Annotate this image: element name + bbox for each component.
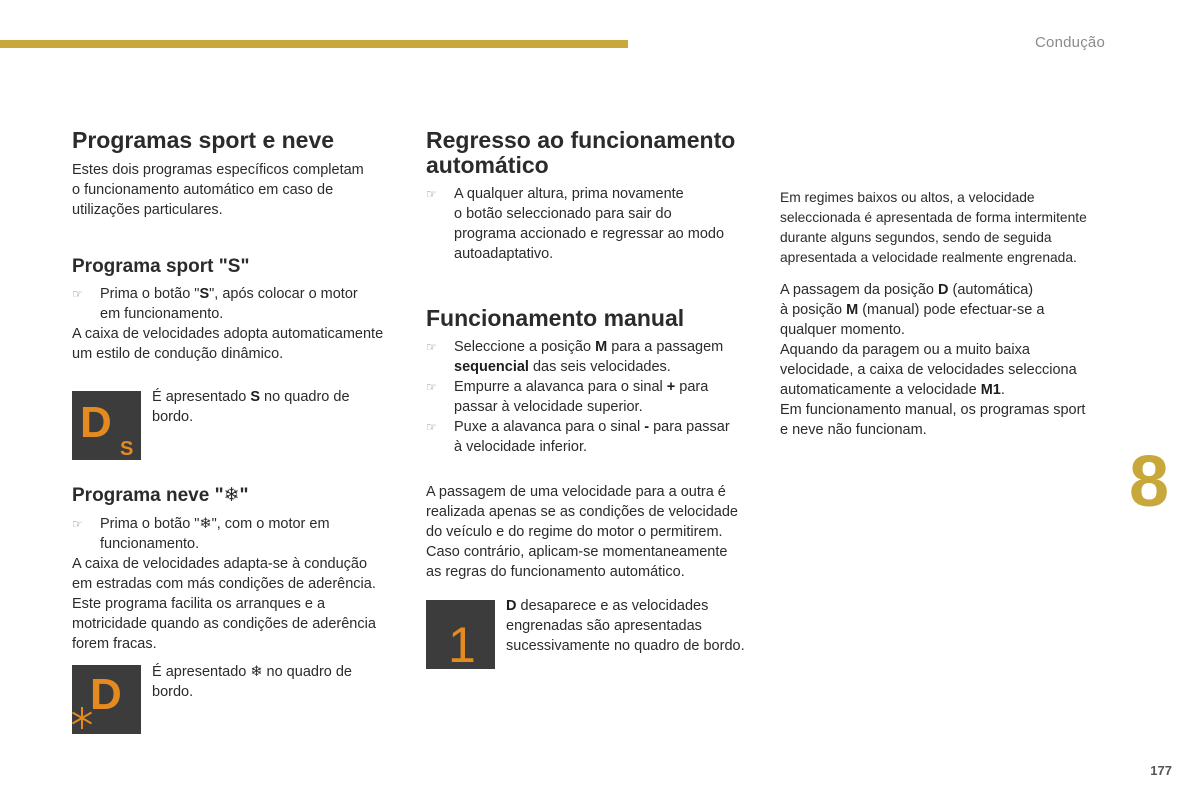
snowflake-icon [73,707,92,729]
transition-text: automaticamente a velocidade M1. [780,382,1005,398]
transition-text: qualquer momento. [780,322,905,338]
bullet-marker-icon: ☞ [426,340,437,354]
display-sport-mode [72,391,141,460]
chapter-number: 8 [1129,442,1170,522]
heading-sport-program: Programa sport "S" [72,256,250,277]
gear-display-caption: D desaparece e as velocidades engrenadas são apresentadas sucessivamente no quadro de bordo. [506,598,745,654]
intro-line: utilizações particulares. [72,202,223,218]
transition-text: à posição M (manual) pode efectuar-se a [780,302,1045,318]
snow-text: forem fracas. [72,636,157,652]
snow-text: em estradas com más condições de aderência. [72,576,376,592]
transition-text: Aquando da paragem ou a muito baixa [780,342,1030,358]
bullet-marker-icon: ☞ [72,287,83,301]
bullet-snow: ☞ Prima o botão "❄", com o motor em funcionamento. [72,516,330,552]
section-title: Condução [1035,34,1105,51]
bullet-marker-icon: ☞ [426,187,437,201]
heading-snow-program: Programa neve "❄" [72,485,249,506]
sport-text: A caixa de velocidades adopta automaticamente [72,326,384,342]
manual-text: Caso contrário, aplicam-se momentaneamente [426,544,728,560]
note-line: apresentada a velocidade realmente engrenada. [780,250,1077,265]
heading-return-auto: Regresso ao funcionamento automático [426,127,736,178]
display-gear-1 [426,600,495,669]
transition-text: velocidade, a caixa de velocidades selecciona [780,362,1077,378]
intro-line: o funcionamento automático em caso de [72,182,334,198]
bullet-manual-3: ☞ Puxe a alavanca para o sinal - para passar à velocidade inferior. [426,419,730,455]
snow-text: A caixa de velocidades adapta-se à condução [72,556,368,572]
sport-text: um estilo de condução dinâmico. [72,346,284,362]
intro-line: Estes dois programas específicos completam [72,162,364,178]
bullet-return-auto: ☞ A qualquer altura, prima novamente o botão seleccionado para sair do programa accionado e regressar ao modo autoadaptativo. [426,186,725,262]
heading-manual: Funcionamento manual [426,305,685,331]
heading-sport-snow: Programas sport e neve [72,127,335,153]
snow-text: Este programa facilita os arranques e a [72,596,326,612]
note-line: durante alguns segundos, sendo de seguida [780,230,1052,245]
bullet-manual-1: ☞ Seleccione a posição M para a passagem sequencial das seis velocidades. [426,339,724,375]
bullet-marker-icon: ☞ [72,517,83,531]
display-snow-mode [72,665,141,734]
snow-display-caption: É apresentado ❄ no quadro de bordo. [152,664,352,700]
manual-text: realizada apenas se as condições de velocidade [426,504,738,520]
snow-text: motricidade quando as condições de aderência [72,616,376,632]
transition-text: e neve não funcionam. [780,422,927,438]
bullet-marker-icon: ☞ [426,420,437,434]
bullet-manual-2: ☞ Empurre a alavanca para o sinal + para passar à velocidade superior. [426,379,709,415]
note-line: Em regimes baixos ou altos, a velocidade [780,190,1035,205]
manual-text: A passagem de uma velocidade para a outra é [426,484,726,500]
display-glyph-d: D [90,670,122,719]
display-glyph-1: 1 [448,617,476,669]
display-glyph-s: S [120,438,134,460]
page-number: 177 [1150,763,1172,778]
bullet-marker-icon: ☞ [426,380,437,394]
manual-text: do veículo e do regime do motor o permitirem. [426,524,723,540]
display-glyph-d: D [80,398,112,447]
bullet-sport: ☞ Prima o botão "S", após colocar o motor em funcionamento. [72,286,358,322]
transition-text: Em funcionamento manual, os programas sport [780,402,1086,418]
header-accent-bar [0,40,628,48]
sport-display-caption: É apresentado S no quadro de bordo. [152,389,350,425]
transition-text: A passagem da posição D (automática) [780,282,1034,298]
note-line: seleccionada é apresentada de forma intermitente [780,210,1087,225]
manual-text: as regras do funcionamento automático. [426,564,685,580]
